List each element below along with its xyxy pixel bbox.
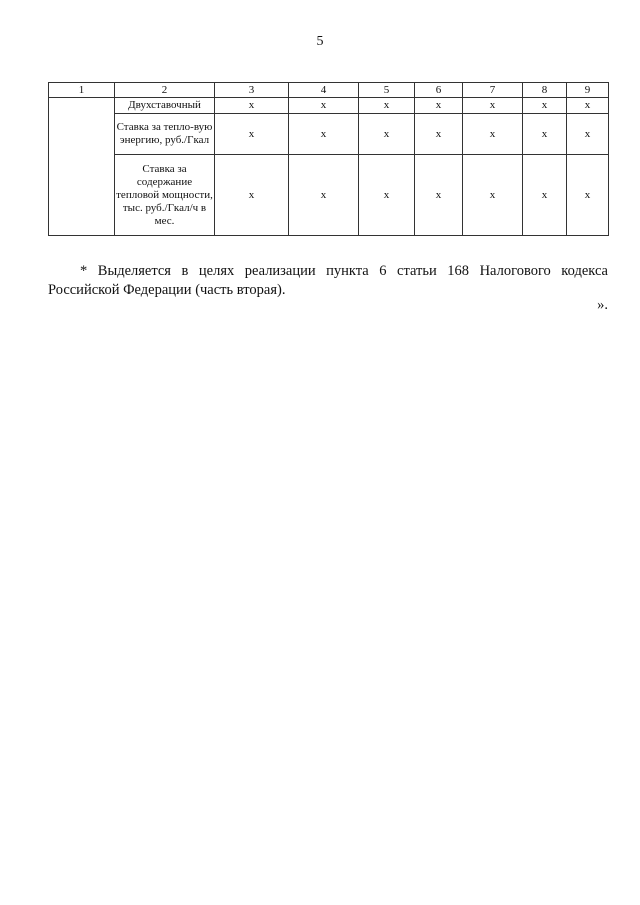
table-cell: х bbox=[359, 98, 415, 114]
header-cell: 5 bbox=[359, 83, 415, 98]
closing-quote-mark: ». bbox=[597, 297, 608, 313]
header-cell: 4 bbox=[289, 83, 359, 98]
table-row bbox=[49, 98, 609, 114]
table-cell: х bbox=[215, 98, 289, 114]
table-cell: х bbox=[415, 114, 463, 155]
table-cell: х bbox=[415, 98, 463, 114]
table-cell: х bbox=[567, 114, 609, 155]
page-number: 5 bbox=[316, 34, 324, 49]
table-cell: х bbox=[215, 155, 289, 236]
header-cell: 9 bbox=[567, 83, 609, 98]
header-cell: 1 bbox=[49, 83, 115, 98]
row-label: Ставка за содержание тепловой мощности, тыс. руб./Гкал/ч в мес. bbox=[115, 155, 215, 236]
table-header-row bbox=[49, 83, 609, 98]
header-cell: 7 bbox=[463, 83, 523, 98]
table-cell: х bbox=[567, 155, 609, 236]
header-cell: 3 bbox=[215, 83, 289, 98]
empty-merged-cell bbox=[49, 98, 115, 236]
table-cell: х bbox=[463, 114, 523, 155]
header-cell: 8 bbox=[523, 83, 567, 98]
table-cell: х bbox=[463, 155, 523, 236]
table-cell: х bbox=[523, 114, 567, 155]
row-label: Ставка за тепло-вую энергию, руб./Гкал bbox=[115, 114, 215, 155]
table-row bbox=[49, 155, 609, 236]
table-cell: х bbox=[523, 98, 567, 114]
footnote: * Выделяется в целях реализации пункта 6 статьи 168 Налогового кодекса Российской Федерации (часть вторая). bbox=[48, 263, 608, 298]
header-cell: 2 bbox=[115, 83, 215, 98]
table-cell: х bbox=[289, 114, 359, 155]
table-row bbox=[49, 114, 609, 155]
table-cell: х bbox=[523, 155, 567, 236]
table-cell: х bbox=[289, 155, 359, 236]
header-cell: 6 bbox=[415, 83, 463, 98]
table-cell: х bbox=[359, 114, 415, 155]
table-cell: х bbox=[567, 98, 609, 114]
table-cell: х bbox=[289, 98, 359, 114]
tariff-table bbox=[48, 82, 609, 236]
table-cell: х bbox=[215, 114, 289, 155]
table-cell: х bbox=[415, 155, 463, 236]
table-cell: х bbox=[463, 98, 523, 114]
row-label: Двухставочный bbox=[115, 98, 215, 114]
table-cell: х bbox=[359, 155, 415, 236]
